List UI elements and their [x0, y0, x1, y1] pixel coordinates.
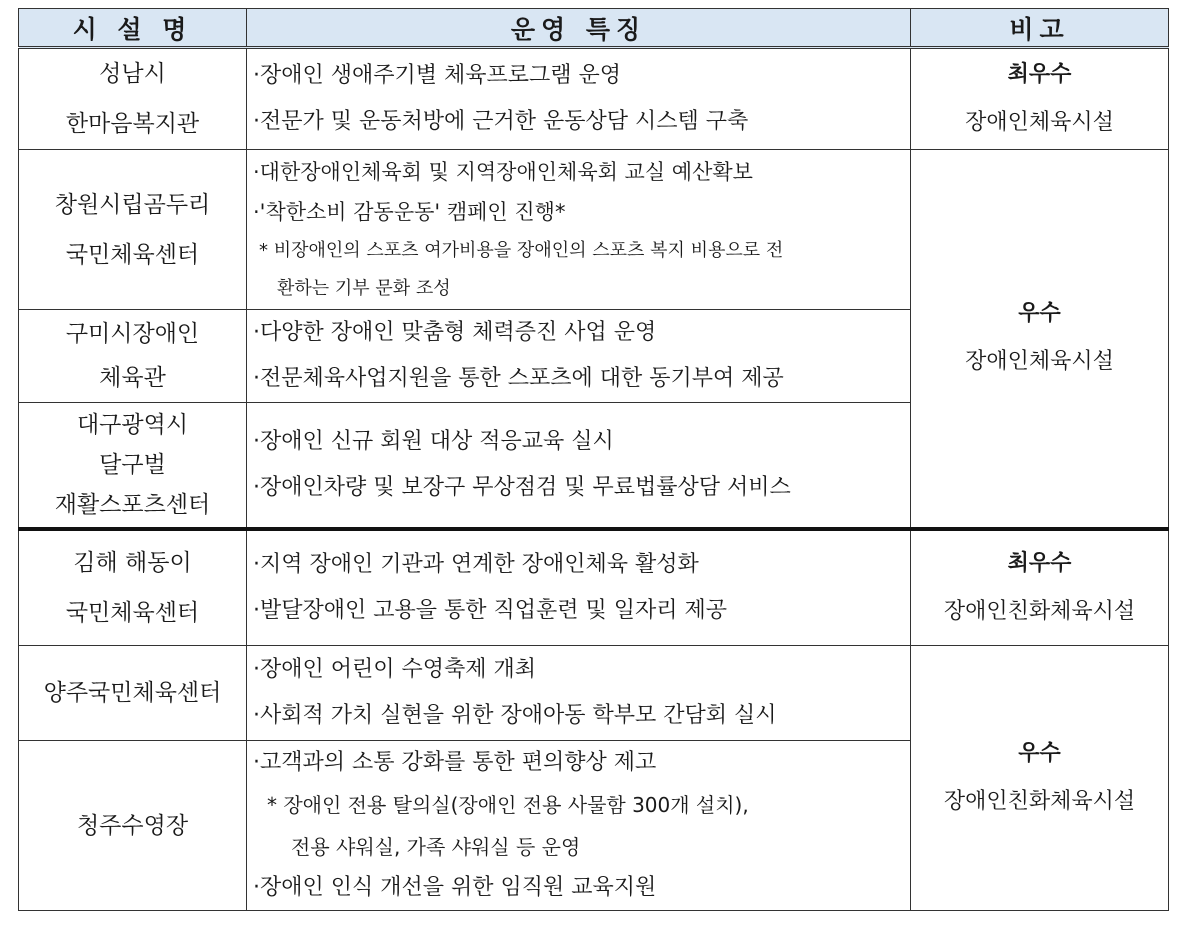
award-grade: 최우수: [1007, 62, 1072, 87]
footnote-line: * 장애인 전용 탈의실(장애인 전용 사물함 300개 설치),: [267, 792, 749, 817]
facility-name-line: 한마음복지관: [65, 111, 200, 137]
features-cell: [247, 310, 911, 403]
facility-name-cell: [19, 403, 247, 529]
table-row: [19, 150, 1169, 310]
facility-name-line: 양주국민체육센터: [43, 680, 222, 706]
award-grade: 최우수: [1007, 550, 1072, 576]
header-facility-name: 시 설 명: [19, 9, 247, 48]
footnote-line: 환하는 기부 문화 조성: [277, 277, 451, 299]
facility-name-line: 국민체육센터: [65, 599, 200, 626]
facility-name-cell: [19, 310, 247, 403]
remarks-cell: [911, 646, 1169, 911]
table-header-row: [19, 9, 1169, 48]
facility-name-cell: [19, 48, 247, 150]
remarks-cell: [911, 529, 1169, 646]
features-cell: [247, 150, 911, 310]
award-grade: 우수: [1018, 741, 1061, 766]
facility-table-wrapper: [18, 8, 1168, 911]
features-cell: [247, 741, 911, 911]
feature-item: ·지역 장애인 기관과 연계한 장애인체육 활성화: [253, 551, 699, 577]
feature-item: ·'착한소비 감동운동' 캠페인 진행*: [253, 199, 566, 224]
facility-name-line: 성남시: [99, 61, 166, 87]
feature-item: ·다양한 장애인 맞춤형 체력증진 사업 운영: [253, 320, 657, 345]
facility-name-cell: [19, 741, 247, 911]
feature-item: ·발달장애인 고용을 통한 직업훈련 및 일자리 제공: [253, 597, 727, 623]
footnote-line: 전용 샤워실, 가족 샤워실 등 운영: [291, 834, 581, 859]
table-row: [19, 529, 1169, 646]
award-category: 장애인체육시설: [965, 110, 1114, 135]
award-category: 장애인친화체육시설: [943, 789, 1136, 814]
feature-item: ·대한장애인체육회 및 지역장애인체육회 교실 예산확보: [253, 159, 753, 184]
facility-name-cell: [19, 529, 247, 646]
feature-item: ·전문가 및 운동처방에 근거한 운동상담 시스템 구축: [253, 109, 749, 134]
facility-name-line: 재활스포츠센터: [54, 491, 211, 518]
facility-name-line: 창원시립곰두리: [54, 191, 211, 218]
table-row: [19, 646, 1169, 741]
remarks-cell: [911, 150, 1169, 529]
feature-item: ·장애인차량 및 보장구 무상점검 및 무료법률상담 서비스: [253, 474, 791, 500]
features-cell: [247, 48, 911, 150]
header-features: 운영 특징: [247, 9, 911, 48]
feature-item: ·장애인 신규 회원 대상 적응교육 실시: [253, 428, 614, 454]
remarks-cell: [911, 48, 1169, 150]
features-cell: [247, 529, 911, 646]
award-grade: 우수: [1018, 301, 1061, 327]
facility-name-line: 김해 해동이: [73, 549, 192, 576]
award-category: 장애인체육시설: [965, 349, 1114, 375]
facility-name-line: 국민체육센터: [65, 241, 200, 268]
facility-name-line: 청주수영장: [76, 812, 189, 839]
footnote-line: * 비장애인의 스포츠 여가비용을 장애인의 스포츠 복지 비용으로 전: [259, 239, 784, 261]
feature-item: ·사회적 가치 실현을 위한 장애아동 학부모 간담회 실시: [253, 703, 777, 728]
feature-item: ·장애인 생애주기별 체육프로그램 운영: [253, 63, 622, 88]
header-remarks: 비고: [911, 9, 1169, 48]
features-cell: [247, 646, 911, 741]
features-cell: [247, 403, 911, 529]
award-category: 장애인친화체육시설: [943, 598, 1136, 624]
feature-item: ·장애인 인식 개선을 위한 임직원 교육지원: [253, 874, 657, 900]
table-row: [19, 48, 1169, 150]
facility-name-line: 대구광역시: [76, 411, 189, 438]
facility-name-line: 구미시장애인: [65, 321, 200, 347]
facility-name-line: 체육관: [99, 365, 166, 391]
feature-item: ·고객과의 소통 강화를 통한 편의향상 제고: [253, 749, 657, 775]
feature-item: ·장애인 어린이 수영축제 개최: [253, 657, 536, 682]
facility-table: [18, 8, 1169, 911]
facility-name-cell: [19, 646, 247, 741]
facility-name-cell: [19, 150, 247, 310]
feature-item: ·전문체육사업지원을 통한 스포츠에 대한 동기부여 제공: [253, 366, 784, 391]
facility-name-line: 달구벌: [99, 451, 166, 478]
